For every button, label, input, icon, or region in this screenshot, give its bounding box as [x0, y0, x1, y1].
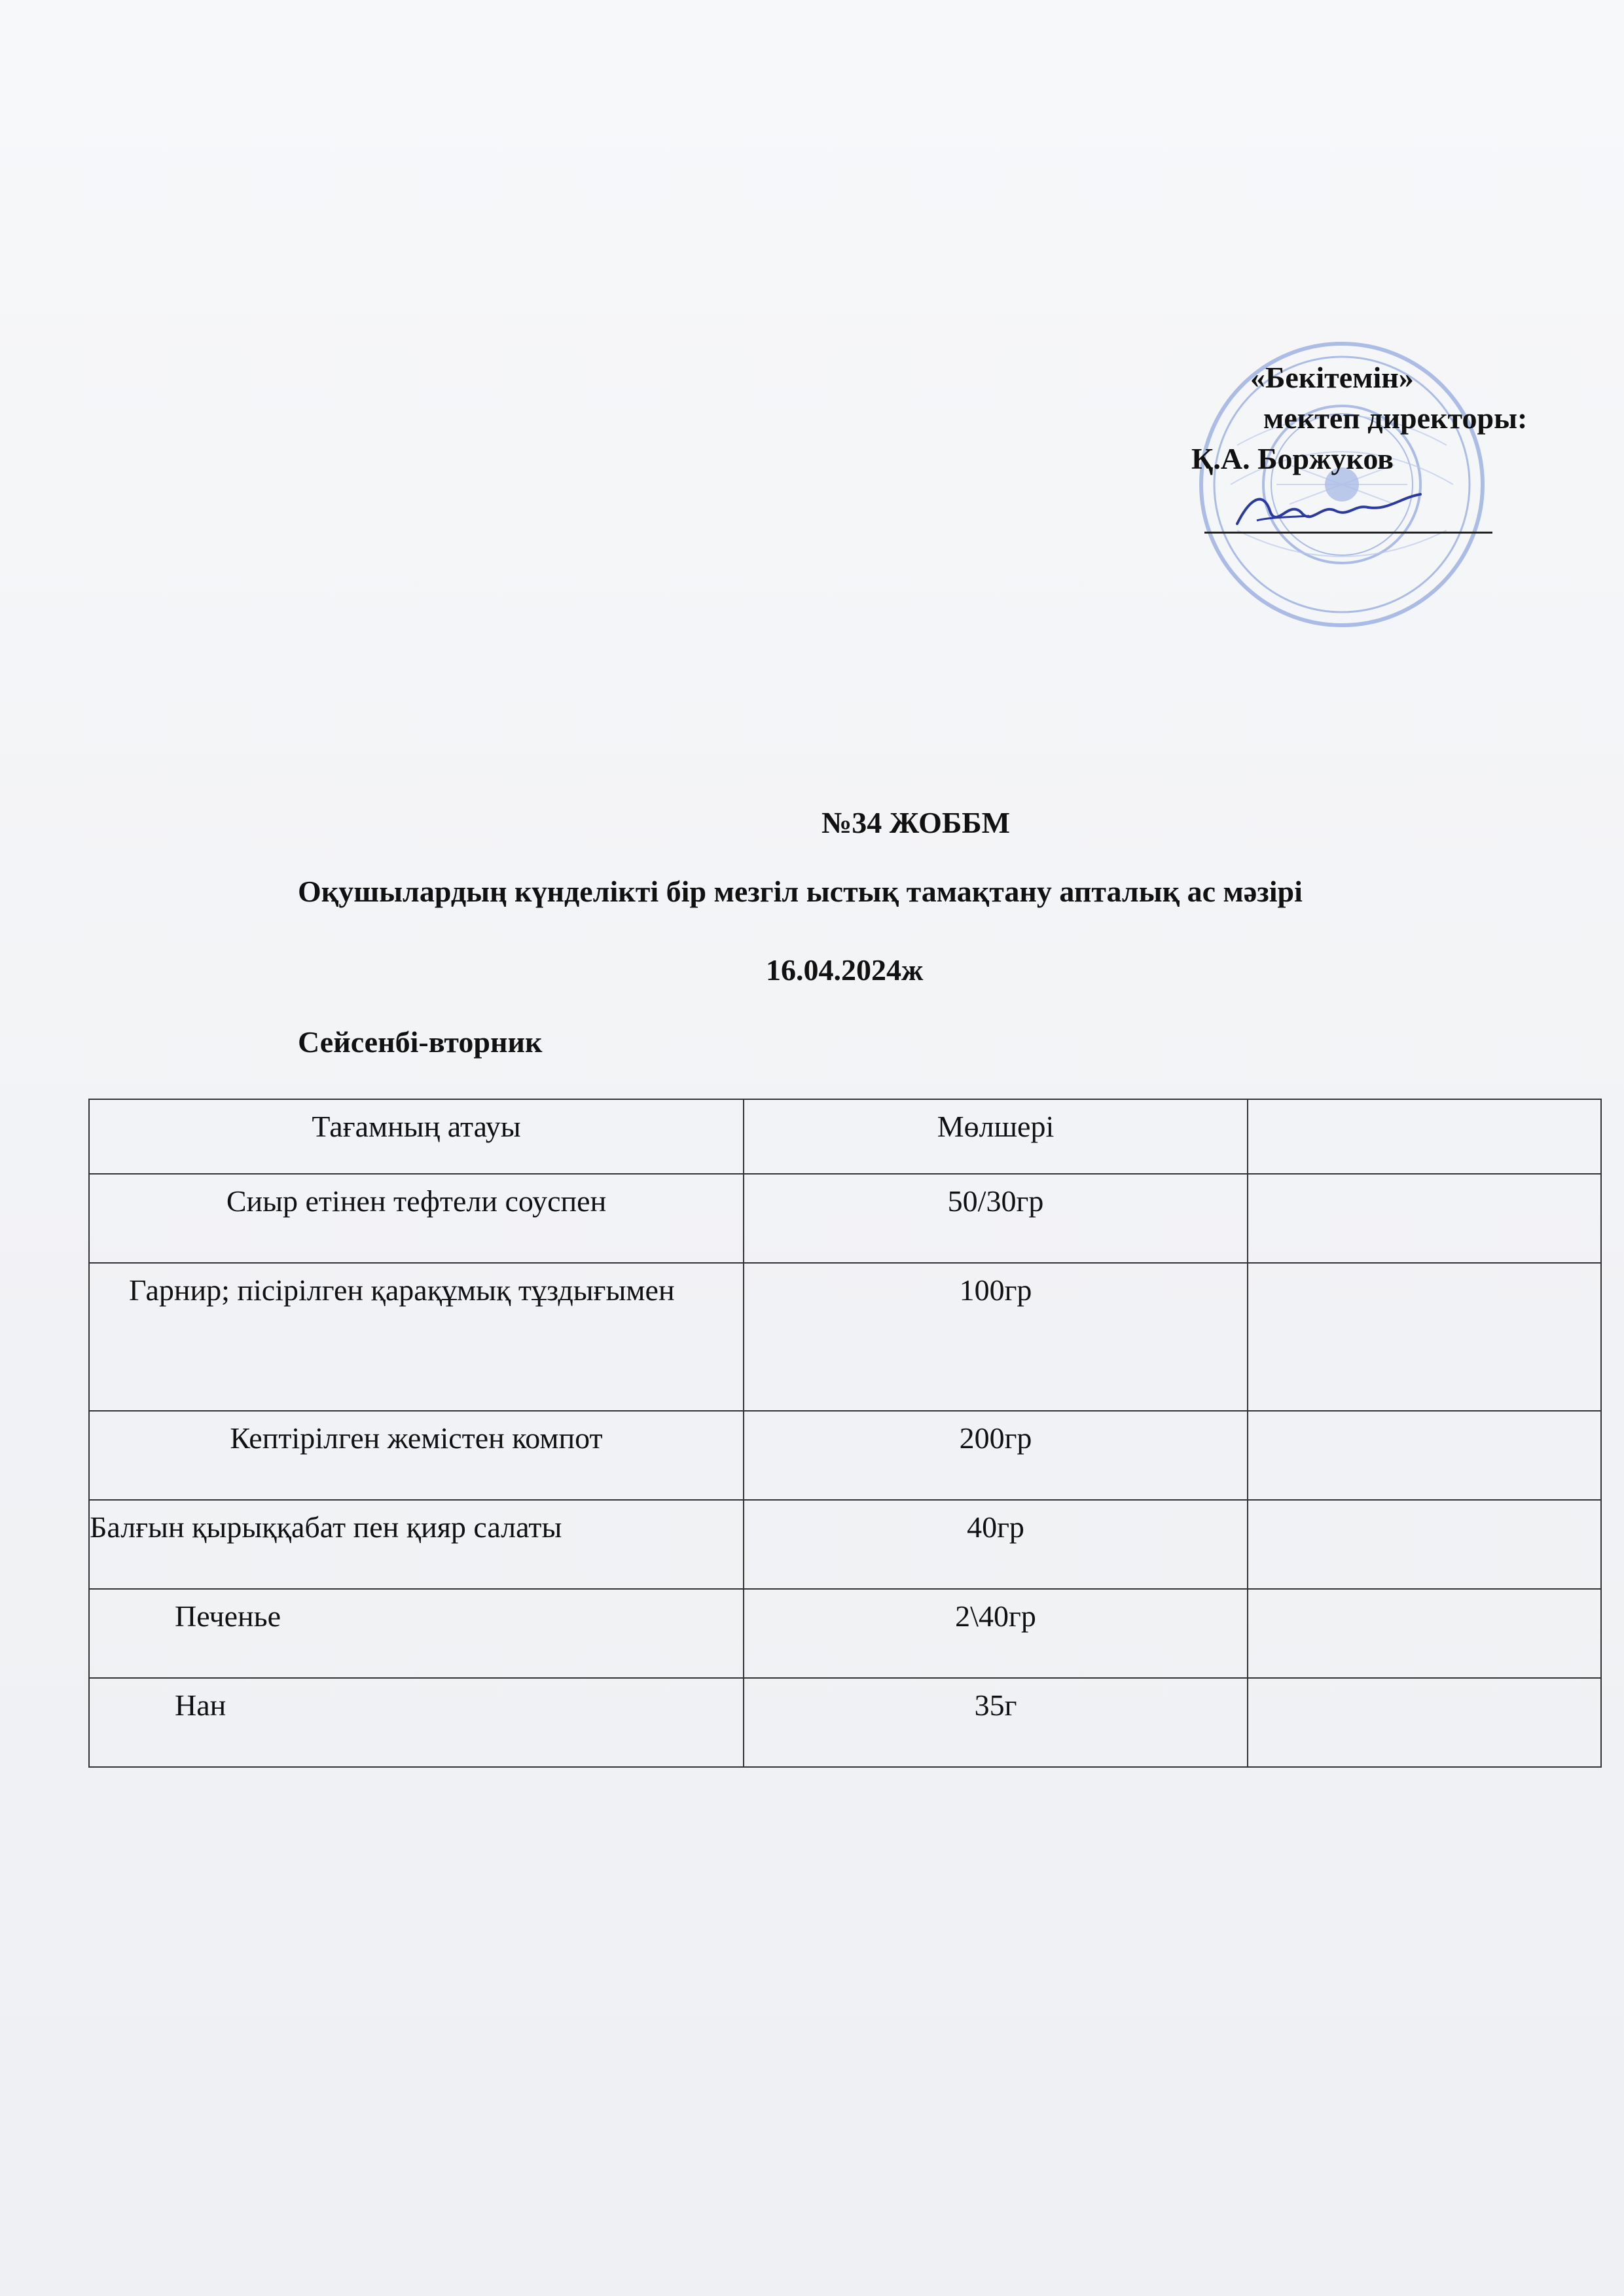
dish-amount: 35г — [744, 1678, 1248, 1767]
table-row — [89, 1678, 1601, 1767]
weekday: Сейсенбі-вторник — [298, 1025, 543, 1059]
director-signature — [1231, 484, 1427, 537]
menu-date: 16.04.2024ж — [766, 953, 924, 987]
dish-amount: 40гр — [744, 1500, 1248, 1589]
dish-amount: 50/30гр — [744, 1174, 1248, 1263]
dish-name: Печенье — [89, 1589, 744, 1678]
empty-cell — [1248, 1174, 1601, 1263]
table-header-row — [89, 1099, 1601, 1174]
dish-amount: 2\40гр — [744, 1589, 1248, 1678]
school-name: №34 ЖОББМ — [821, 806, 1011, 839]
table-row — [89, 1411, 1601, 1500]
empty-cell — [1248, 1411, 1601, 1500]
empty-cell — [1248, 1589, 1601, 1678]
header-dish-name: Тағамның атауы — [89, 1099, 744, 1174]
menu-title: Оқушылардың күнделікті бір мезгіл ыстық тамақтану апталық ас мәзірі — [298, 875, 1303, 908]
empty-cell — [1248, 1500, 1601, 1589]
dish-name: Кептірілген жемістен компот — [89, 1411, 744, 1500]
approval-director-name: Қ.А. Боржуков — [1191, 442, 1394, 475]
dish-name: Балғын қырыққабат пен қияр салаты — [89, 1500, 744, 1589]
approval-block — [1191, 354, 1610, 570]
dish-name: Нан — [89, 1678, 744, 1767]
signature-line — [1204, 532, 1492, 534]
approval-position: мектеп директоры: — [1263, 401, 1528, 435]
empty-cell — [1248, 1263, 1601, 1411]
dish-name: Сиыр етінен тефтели соуспен — [89, 1174, 744, 1263]
table-row — [89, 1500, 1601, 1589]
empty-cell — [1248, 1678, 1601, 1767]
header-empty — [1248, 1099, 1601, 1174]
dish-name: Гарнир; пісірілген қарақұмық тұздығымен — [89, 1263, 744, 1411]
table-row — [89, 1589, 1601, 1678]
dish-amount: 200гр — [744, 1411, 1248, 1500]
approval-title: «Бекітемін» — [1250, 361, 1414, 394]
dish-amount: 100гр — [744, 1263, 1248, 1411]
menu-table — [88, 1099, 1602, 1768]
header-amount: Мөлшері — [744, 1099, 1248, 1174]
table-row — [89, 1174, 1601, 1263]
table-row — [89, 1263, 1601, 1411]
